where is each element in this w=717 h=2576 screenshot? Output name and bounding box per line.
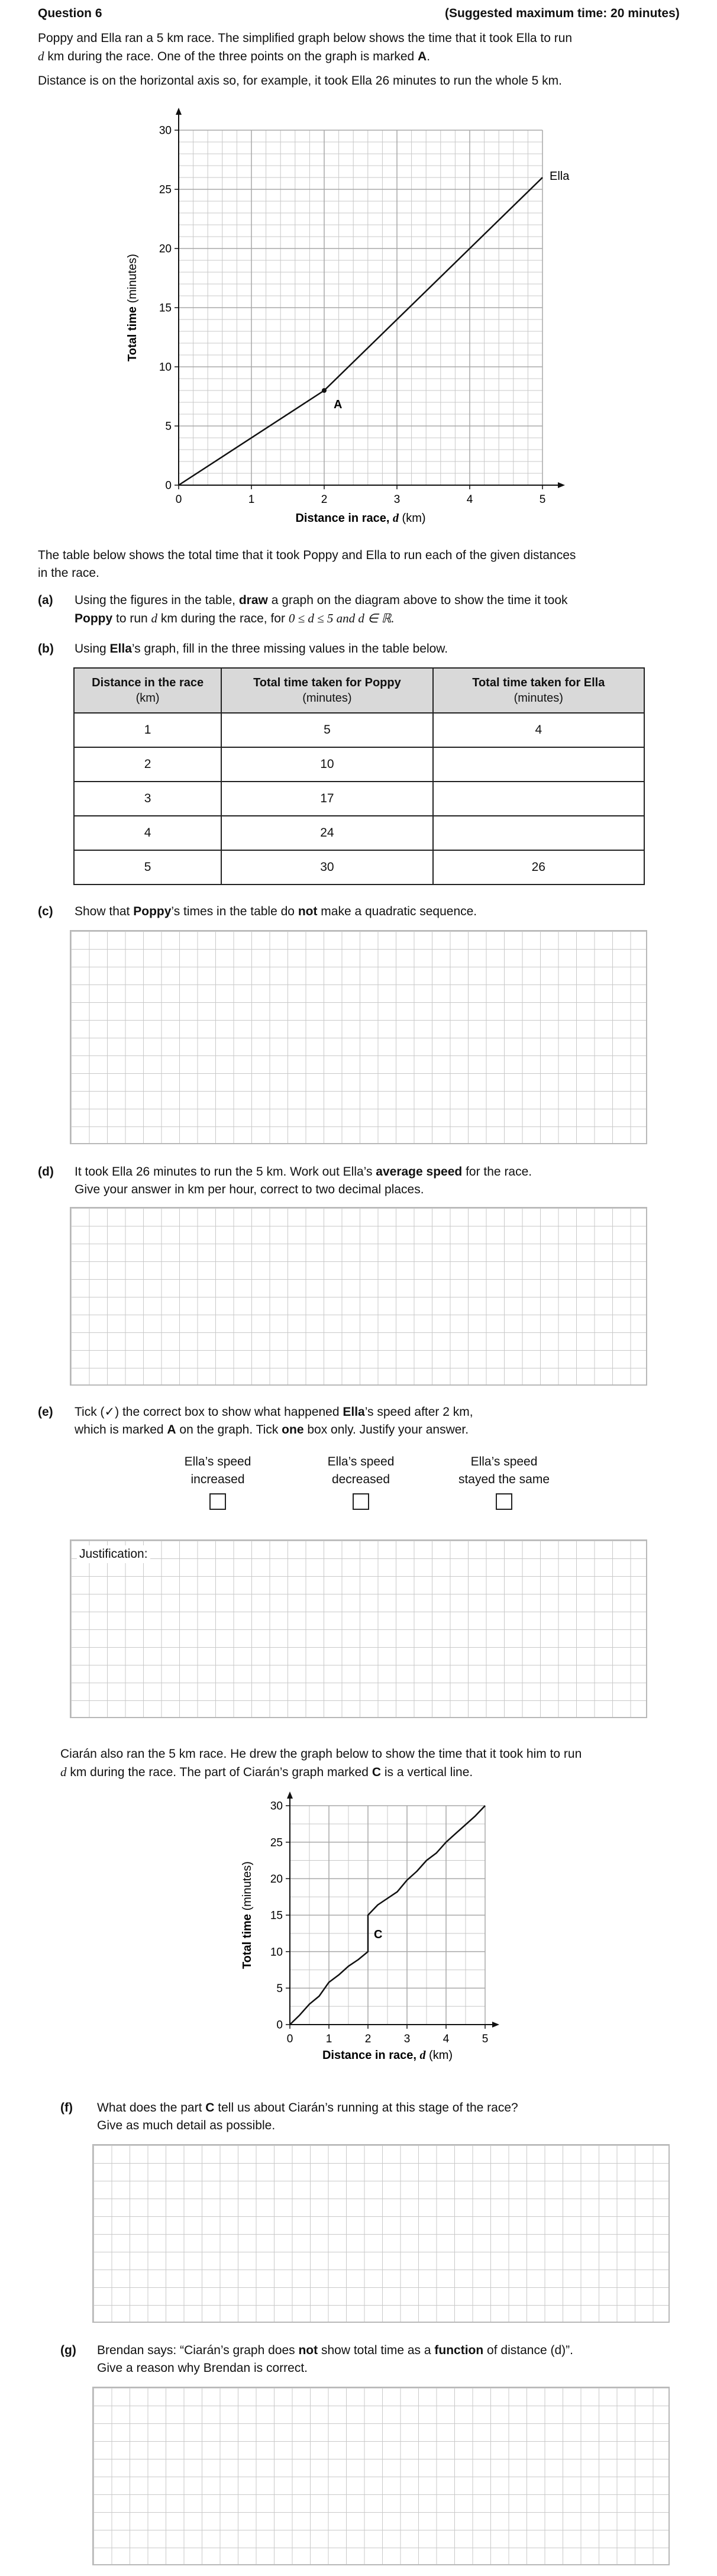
y-tick-label: 15 (270, 1909, 283, 1922)
part-a-line-2: Poppy to run d km during the race, for 0 ≤ d ≤ 5 and d ∈ ℝ. (75, 611, 395, 625)
part-e-line-1: Tick (✓) the correct box to show what happened Ella’s speed after 2 km, (75, 1405, 473, 1419)
y-tick-label: 5 (165, 420, 172, 433)
table-row (74, 816, 644, 850)
cell-poppy: 17 (221, 782, 432, 816)
intro-line-3: Distance is on the horizontal axis so, for example, it took Ella 26 minutes to run the whole 5 km. (38, 74, 562, 88)
part-e-label: (e) (38, 1405, 53, 1419)
option-same-checkbox[interactable] (496, 1493, 512, 1510)
y-tick-label: 10 (159, 361, 172, 374)
point-label: C (374, 1928, 383, 1941)
y-axis-label: Total time (minutes) (241, 1861, 254, 1969)
point-label: A (334, 398, 343, 411)
question-number: Question 6 (38, 7, 102, 20)
x-tick-label: 3 (403, 2033, 411, 2045)
option-decreased-label: Ella’s speed decreased (327, 1455, 395, 1486)
part-g-answer-grid[interactable] (92, 2387, 670, 2565)
part-g-line-2: Give a reason why Brendan is correct. (97, 2361, 308, 2375)
header-poppy: Total time taken for Poppy (minutes) (221, 668, 432, 713)
ella-chart (112, 106, 586, 532)
y-tick-label: 20 (270, 1873, 283, 1886)
part-e-line-2: which is marked A on the graph. Tick one box only. Justify your answer. (75, 1423, 469, 1437)
cell-distance: 5 (74, 850, 221, 885)
y-tick-label: 25 (270, 1836, 283, 1849)
option-increased-checkbox[interactable] (209, 1493, 226, 1510)
part-e-justification-grid[interactable] (70, 1539, 647, 1718)
cell-distance: 4 (74, 816, 221, 850)
part-c-answer-grid[interactable] (70, 930, 647, 1144)
cell-poppy: 10 (221, 747, 432, 782)
x-tick-label: 5 (482, 2033, 489, 2045)
cell-distance: 1 (74, 713, 221, 747)
table-row (74, 850, 644, 885)
cell-poppy: 24 (221, 816, 432, 850)
y-tick-label: 30 (270, 1800, 283, 1813)
cell-poppy: 5 (221, 713, 432, 747)
part-g-line-1: Brendan says: “Ciarán’s graph does not show total time as a function of distance (d)”. (97, 2343, 573, 2357)
cell-ella-input[interactable] (433, 782, 644, 816)
series-label: Ella (550, 170, 570, 183)
cell-poppy: 30 (221, 850, 432, 885)
y-tick-label: 0 (276, 2019, 283, 2032)
x-tick-label: 4 (443, 2033, 450, 2045)
x-tick-label: 2 (321, 493, 328, 506)
option-same-label: Ella’s speed stayed the same (458, 1455, 550, 1486)
table-intro-line-2: in the race. (38, 566, 99, 580)
part-d-answer-grid[interactable] (70, 1207, 647, 1386)
part-d-line-2: Give your answer in km per hour, correct to two decimal places. (75, 1183, 424, 1196)
table-row (74, 747, 644, 782)
x-tick-label: 0 (286, 2033, 293, 2045)
x-axis-arrow (558, 482, 565, 488)
part-f-answer-grid[interactable] (92, 2144, 670, 2323)
intro-line-2: d km during the race. One of the three points on the graph is marked A. (38, 49, 431, 63)
y-axis-label: Total time (minutes) (126, 254, 139, 361)
part-c-label: (c) (38, 905, 53, 918)
part-b-label: (b) (38, 642, 54, 656)
x-axis-label: Distance in race, d (km) (295, 512, 426, 525)
y-tick-label: 5 (276, 1982, 283, 1995)
part-b-text: Using Ella’s graph, fill in the three missing values in the table below. (75, 642, 448, 656)
cell-ella-input[interactable] (433, 816, 644, 850)
y-tick-label: 0 (165, 479, 172, 492)
intro-line-1: Poppy and Ella ran a 5 km race. The simplified graph below shows the time that it took Ella to run (38, 31, 573, 45)
x-tick-label: 5 (539, 493, 546, 506)
option-increased-label: Ella’s speed increased (184, 1455, 251, 1486)
y-axis-arrow (176, 108, 182, 115)
y-tick-label: 30 (159, 124, 172, 137)
x-tick-label: 2 (364, 2033, 372, 2045)
justification-label: Justification: (77, 1545, 150, 1563)
cell-ella-input[interactable] (433, 747, 644, 782)
point-marker (322, 388, 327, 393)
variable-d: d (38, 49, 44, 63)
table-row (74, 713, 644, 747)
part-f-line-1: What does the part C tell us about Ciarán’s running at this stage of the race? (97, 2101, 518, 2115)
part-d-line-1: It took Ella 26 minutes to run the 5 km. Work out Ella’s average speed for the race. (75, 1165, 532, 1179)
part-f-line-2: Give as much detail as possible. (97, 2119, 276, 2132)
y-axis-arrow (287, 1791, 293, 1799)
x-tick-label: 4 (466, 493, 473, 506)
x-tick-label: 0 (175, 493, 182, 506)
y-tick-label: 25 (159, 183, 172, 196)
table-row (74, 782, 644, 816)
table-header-row (74, 668, 644, 713)
option-decreased-checkbox[interactable] (353, 1493, 369, 1510)
cell-ella: 4 (433, 713, 644, 747)
ciaran-chart (225, 1787, 532, 2083)
cell-distance: 3 (74, 782, 221, 816)
x-tick-label: 1 (248, 493, 255, 506)
y-tick-label: 15 (159, 302, 172, 315)
part-f-label: (f) (60, 2101, 73, 2115)
part-c-text: Show that Poppy’s times in the table do not make a quadratic sequence. (75, 905, 477, 918)
part-g-label: (g) (60, 2343, 76, 2357)
y-tick-label: 10 (270, 1946, 283, 1959)
x-axis-label: Distance in race, d (km) (322, 2049, 453, 2062)
part-a-line-1: Using the figures in the table, draw a graph on the diagram above to show the time it took (75, 593, 568, 607)
suggested-time: (Suggested maximum time: 20 minutes) (445, 7, 680, 20)
part-a-label: (a) (38, 593, 53, 607)
ciaran-intro-line-1: Ciarán also ran the 5 km race. He drew the graph below to show the time that it took him to run (60, 1747, 582, 1761)
cell-distance: 2 (74, 747, 221, 782)
x-tick-label: 3 (393, 493, 401, 506)
y-tick-label: 20 (159, 243, 172, 256)
x-axis-arrow (492, 2022, 499, 2028)
table-intro-line-1: The table below shows the total time that it took Poppy and Ella to run each of the given distances (38, 548, 576, 562)
distance-time-table (73, 667, 645, 885)
part-d-label: (d) (38, 1165, 54, 1179)
x-tick-label: 1 (325, 2033, 332, 2045)
ciaran-intro-line-2: d km during the race. The part of Ciarán’s graph marked C is a vertical line. (60, 1765, 473, 1779)
header-distance: Distance in the race (km) (74, 668, 221, 713)
header-ella: Total time taken for Ella (minutes) (433, 668, 644, 713)
cell-ella: 26 (433, 850, 644, 885)
